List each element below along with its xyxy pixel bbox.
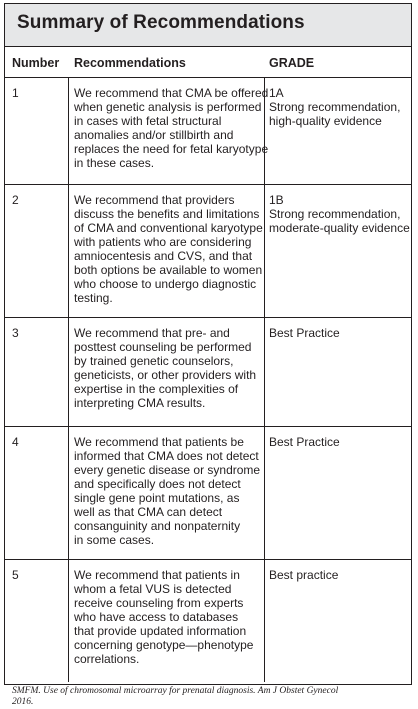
recommendation-line: of CMA and conventional karyotype [74,221,263,235]
recommendation-line: in cases with fetal structural [74,114,222,128]
recommendation-line: by trained genetic counselors, [74,354,234,368]
column-header-number: Number [12,56,60,70]
recommendation-line: every genetic disease or syndrome [74,463,261,477]
column-header-grade: GRADE [269,56,315,70]
column-divider [264,427,265,559]
recommendation-line: and specifically does not detect [74,477,241,491]
recommendation-line: single gene point mutations, as [74,491,240,505]
recommendation-text [74,326,262,410]
table-row [5,318,411,426]
grade-text [269,326,409,340]
table-row [5,78,411,184]
grade-text [269,568,409,582]
recommendation-line: receive counseling from experts [74,596,244,610]
row-number: 2 [12,193,19,207]
row-number: 3 [12,326,19,340]
row-number: 4 [12,435,19,449]
column-divider [264,560,265,682]
column-divider [264,318,265,426]
column-header-recommendations: Recommendations [74,56,186,70]
recommendation-line: in these cases. [74,156,155,170]
citation-line: SMFM. Use of chromosomal microarray for prenatal diagnosis. Am J Obstet Gynecol [12,686,339,696]
grade-line: Best Practice [269,326,340,340]
recommendation-line: testing. [74,291,113,305]
recommendations-table [4,3,412,685]
table-row [5,185,411,317]
recommendation-line: when genetic analysis is performed [74,100,262,114]
recommendation-line: anomalies and/or stillbirth and [74,128,234,142]
grade-text [269,193,409,235]
recommendation-line: in some cases. [74,533,155,547]
recommendation-line: who have access to databases [74,610,239,624]
grade-line: Strong recommendation, [269,100,401,114]
title-bar [5,4,411,47]
grade-line: Strong recommendation, [269,207,401,221]
recommendation-line: amniocentesis and CVS, and that [74,249,253,263]
recommendation-line: We recommend that patients in [74,568,240,582]
recommendation-line: consanguinity and nonpaternity [74,519,241,533]
recommendation-line: correlations. [74,652,140,666]
recommendation-line: geneticists, or other providers with [74,368,257,382]
recommendation-line: with patients who are considering [74,235,252,249]
recommendation-line: We recommend that patients be [74,435,244,449]
table-row [5,560,411,682]
row-number: 1 [12,86,19,100]
recommendation-line: well as that CMA can detect [74,505,223,519]
recommendation-line: interpreting CMA results. [74,396,206,410]
grade-line: Best Practice [269,435,340,449]
recommendation-text [74,86,269,170]
recommendation-line: concerning genotype—phenotype [74,638,254,652]
recommendation-line: both options be available to women [74,263,263,277]
recommendation-line: posttest counseling be performed [74,340,252,354]
column-divider [68,185,69,317]
recommendation-line: replaces the need for fetal karyotype [74,142,269,156]
grade-line: 1A [269,86,284,100]
citation-line: 2016. [12,697,34,707]
recommendation-line: who choose to undergo diagnostic [74,277,257,291]
source-citation [12,686,412,708]
recommendation-line: We recommend that providers [74,193,235,207]
grade-text [269,435,409,449]
recommendation-line: informed that CMA does not detect [74,449,259,463]
table-row [5,427,411,559]
recommendation-line: We recommend that CMA be offered [74,86,269,100]
recommendation-text [74,435,262,547]
table-header [5,56,411,76]
recommendation-text [74,193,262,305]
recommendation-line: We recommend that pre- and [74,326,230,340]
recommendation-line: that provide updated information [74,624,247,638]
recommendation-line: expertise in the complexities of [74,382,239,396]
recommendation-text [74,568,262,666]
grade-line: moderate-quality evidence [269,221,410,235]
grade-line: high-quality evidence [269,114,382,128]
column-divider [264,185,265,317]
column-divider [68,78,69,184]
column-divider [68,427,69,559]
row-number: 5 [12,568,19,582]
column-divider [68,560,69,682]
table-title: Summary of Recommendations [17,12,305,33]
grade-line: Best practice [269,568,339,582]
column-divider [68,318,69,426]
recommendation-line: discuss the benefits and limitations [74,207,260,221]
recommendation-line: whom a fetal VUS is detected [74,582,232,596]
grade-text [269,86,409,128]
grade-line: 1B [269,193,284,207]
